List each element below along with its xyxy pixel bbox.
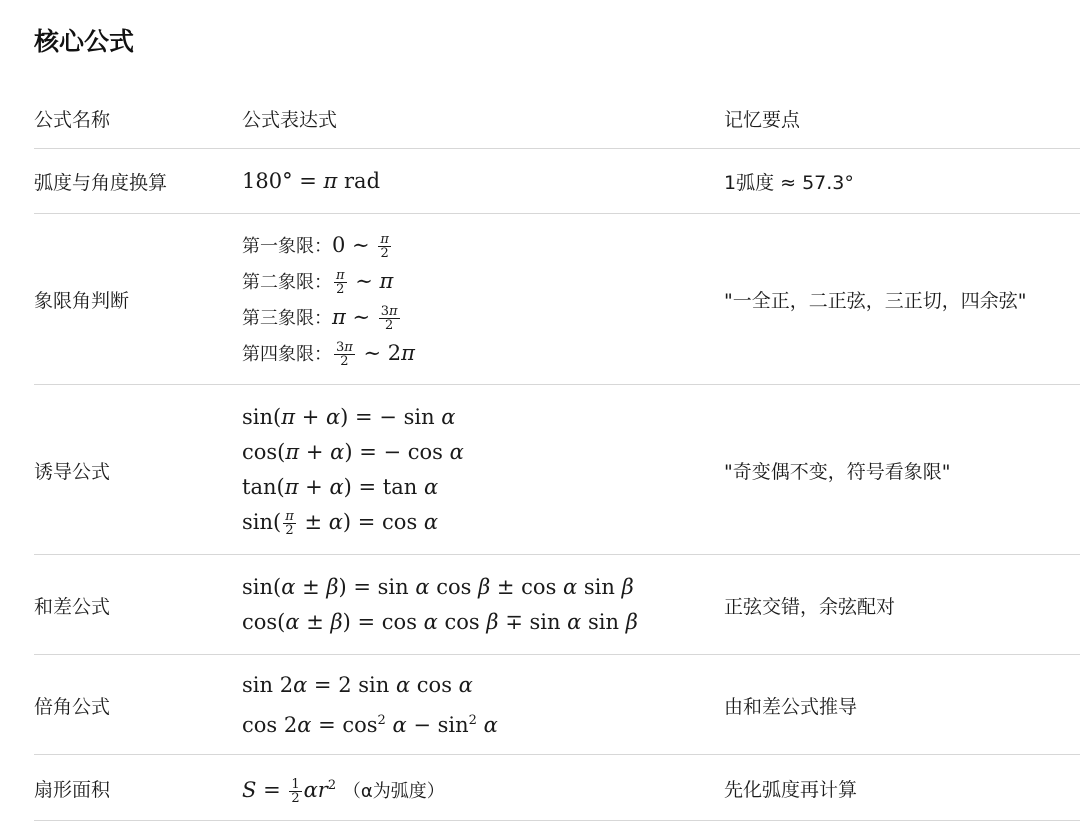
table-row: [34, 655, 1080, 755]
row-formula: [242, 214, 712, 385]
row-name: 扇形面积: [34, 778, 111, 801]
table-header-row: [34, 88, 1080, 149]
header-memory-tips: 记忆要点: [724, 109, 801, 131]
row-formula: [242, 755, 712, 821]
formula-line: 180° = π rad: [242, 169, 381, 193]
formula-line: sin 2α = 2 sin α cos α: [242, 672, 473, 697]
row-name: 和差公式: [34, 595, 111, 618]
row-formula: [242, 149, 712, 214]
formula-line: sin( $\frac{\pi}{2}$ ± α) = cos α: [242, 509, 439, 538]
row-memo: 由和差公式推导: [724, 695, 858, 718]
row-memo: 正弦交错，余弦配对: [724, 595, 896, 618]
table-row: [34, 755, 1080, 821]
row-name: 弧度与角度换算: [34, 172, 168, 194]
formula-line: S = $\frac{1}{2}$ $\alpha r^2$ （α为弧度）: [242, 776, 445, 806]
table-row: [34, 149, 1080, 214]
row-formula: [242, 555, 712, 655]
row-memo: 1弧度 ≈ 57.3°: [724, 172, 854, 194]
table-row: [34, 214, 1080, 385]
header-formula-expression: 公式表达式: [242, 109, 338, 131]
formula-line: 第四象限： $\frac{3\pi}{2}$ ∼ 2π: [242, 339, 415, 369]
row-memo: "一全正，二正弦，三正切，四余弦": [724, 290, 1027, 312]
formula-line: 第一象限：0 ∼ $\frac{\pi}{2}$: [242, 231, 389, 261]
row-name: 倍角公式: [34, 695, 111, 718]
table-row: [34, 555, 1080, 655]
formula-line: sin(π + α) = − sin α: [242, 405, 456, 429]
row-name: 象限角判断: [34, 290, 130, 312]
row-memo: 先化弧度再计算: [724, 778, 858, 801]
page-title: 核心公式: [34, 27, 135, 56]
formula-line: sin(α ± β) = sin α cos β ± cos α sin β: [242, 575, 634, 599]
header-formula-name: 公式名称: [34, 109, 111, 131]
formula-line: cos(π + α) = − cos α: [242, 440, 464, 464]
formula-line: cos(α ± β) = cos α cos β ∓ sin α sin β: [242, 610, 638, 634]
row-memo: "奇变偶不变，符号看象限": [724, 460, 951, 483]
formula-line: tan(π + α) = tan α: [242, 475, 439, 499]
row-divider: [34, 820, 1080, 821]
row-formula: [242, 385, 712, 555]
table-row: [34, 385, 1080, 555]
row-name: 诱导公式: [34, 460, 111, 483]
row-formula: [242, 655, 712, 755]
formula-line: 第三象限：π ∼ $\frac{3\pi}{2}$: [242, 303, 398, 333]
formula-line: 第二象限： $\frac{\pi}{2}$ ∼ π: [242, 267, 394, 297]
formula-line: $\cos 2\alpha = \cos^2 \alpha - \sin^2 \alpha$: [242, 712, 498, 737]
